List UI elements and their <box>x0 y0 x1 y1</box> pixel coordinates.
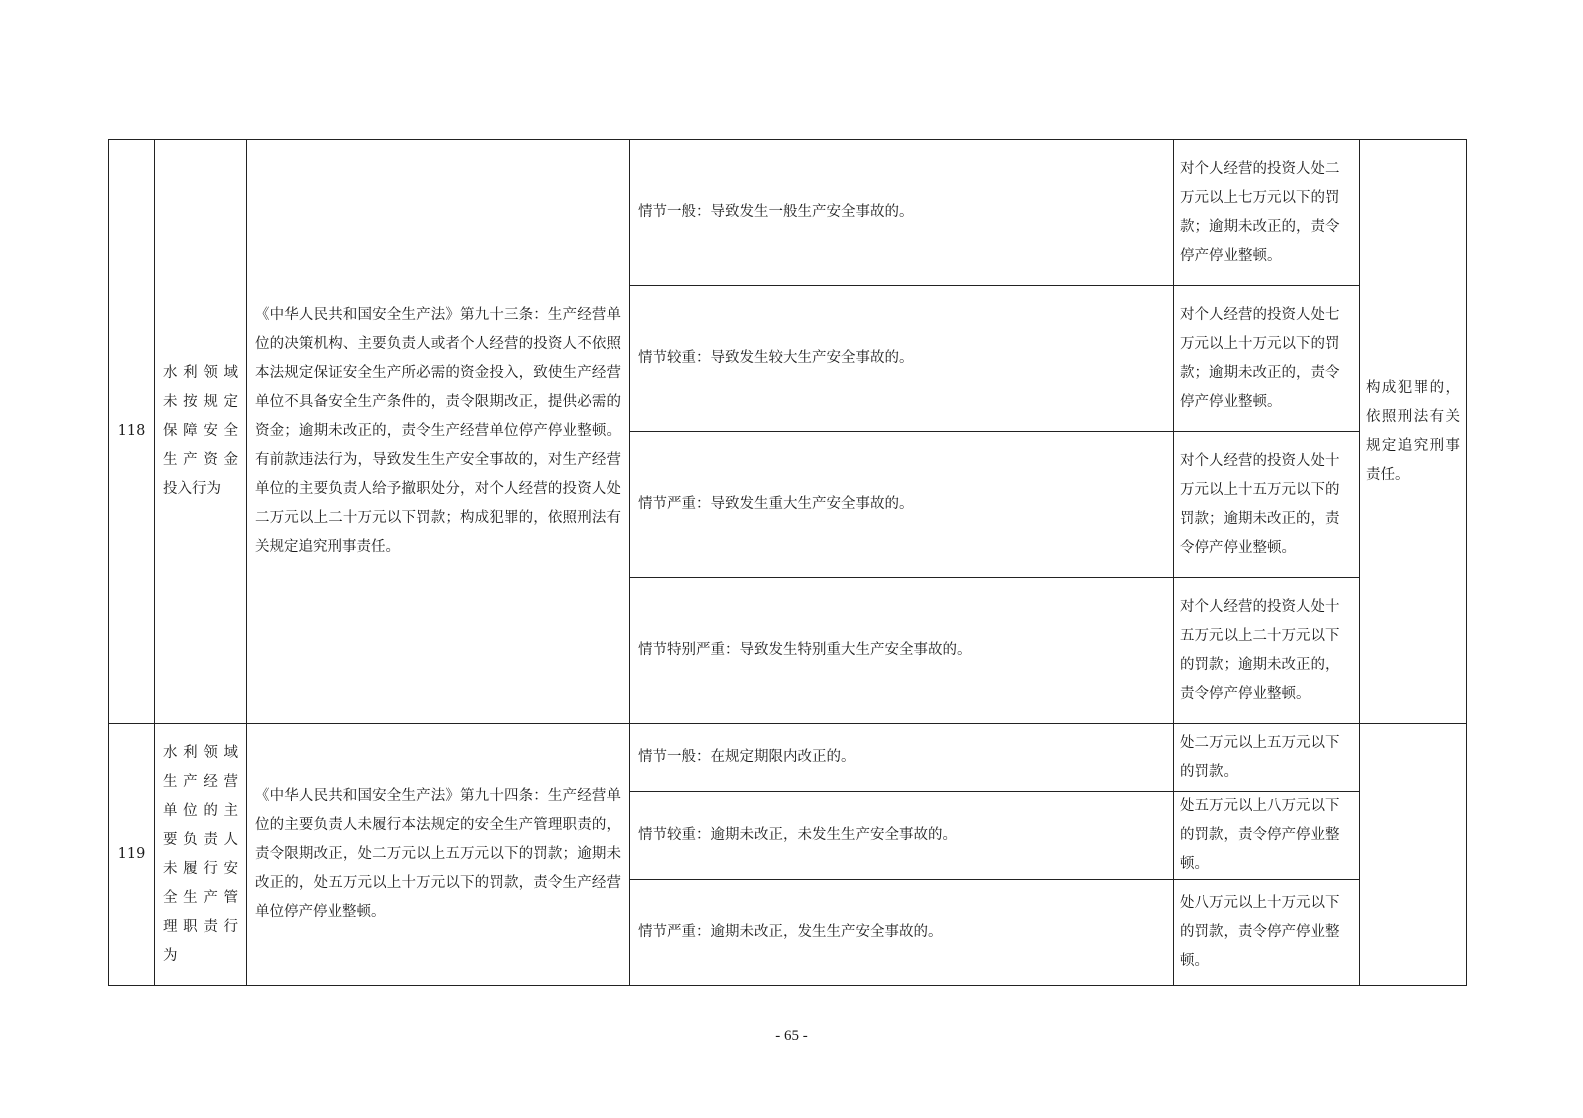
penalty-standard: 对个人经营的投资人处十五万元以上二十万元以下的罚款；逾期未改正的，责令停产停业整顿。 <box>1174 578 1360 724</box>
penalty-standard: 处五万元以上八万元以下的罚款，责令停产停业整顿。 <box>1174 792 1360 880</box>
violation-name: 水利领域 生产经营 单位的主 要负责人 未履行安 全生产管 理职责行 为 <box>155 724 247 986</box>
case-category: 情节一般：在规定期限内改正的。 <box>630 724 1174 792</box>
case-category: 情节一般：导致发生一般生产安全事故的。 <box>630 140 1174 286</box>
row-number: 119 <box>109 724 155 986</box>
penalty-standard: 处八万元以上十万元以下的罚款，责令停产停业整顿。 <box>1174 880 1360 986</box>
penalty-standard: 处二万元以上五万元以下的罚款。 <box>1174 724 1360 792</box>
criminal-liability: 构成犯罪的，依照刑法有关规定追究刑事责任。 <box>1360 140 1467 724</box>
penalty-standard: 对个人经营的投资人处十万元以上十五万元以下的罚款；逾期未改正的，责令停产停业整顿。 <box>1174 432 1360 578</box>
case-category: 情节严重：逾期未改正，发生生产安全事故的。 <box>630 880 1174 986</box>
table-row <box>109 140 1467 286</box>
case-category: 情节严重：导致发生重大生产安全事故的。 <box>630 432 1174 578</box>
case-category: 情节特别严重：导致发生特别重大生产安全事故的。 <box>630 578 1174 724</box>
table-row <box>109 724 1467 792</box>
legal-basis: 《中华人民共和国安全生产法》第九十三条：生产经营单位的决策机构、主要负责人或者个人经营的投资人不依照本法规定保证安全生产所必需的资金投入，致使生产经营单位不具备安全生产条件的，责令限期改正，提供必需的资金；逾期未改正的，责令生产经营单位停产停业整顿。有前款违法行为，导致发生生产安全事故的，对生产经营单位的主要负责人给予撤职处分，对个人经营的投资人处二万元以上二十万元以下罚款；构成犯罪的，依照刑法有关规定追究刑事责任。 <box>247 140 630 724</box>
case-category: 情节较重：逾期未改正，未发生生产安全事故的。 <box>630 792 1174 880</box>
violation-name: 水利领域 未按规定 保障安全 生产资金 投入行为 <box>155 140 247 724</box>
penalty-table <box>108 139 1467 986</box>
penalty-standard: 对个人经营的投资人处七万元以上十万元以下的罚款；逾期未改正的，责令停产停业整顿。 <box>1174 286 1360 432</box>
legal-basis: 《中华人民共和国安全生产法》第九十四条：生产经营单位的主要负责人未履行本法规定的安全生产管理职责的，责令限期改正，处二万元以上五万元以下的罚款；逾期未改正的，处五万元以上十万元以下的罚款，责令生产经营单位停产停业整顿。 <box>247 724 630 986</box>
penalty-standard: 对个人经营的投资人处二万元以上七万元以下的罚款；逾期未改正的，责令停产停业整顿。 <box>1174 140 1360 286</box>
page-number: - 65 - <box>775 1028 808 1044</box>
case-category: 情节较重：导致发生较大生产安全事故的。 <box>630 286 1174 432</box>
row-number: 118 <box>109 140 155 724</box>
criminal-liability <box>1360 724 1467 986</box>
